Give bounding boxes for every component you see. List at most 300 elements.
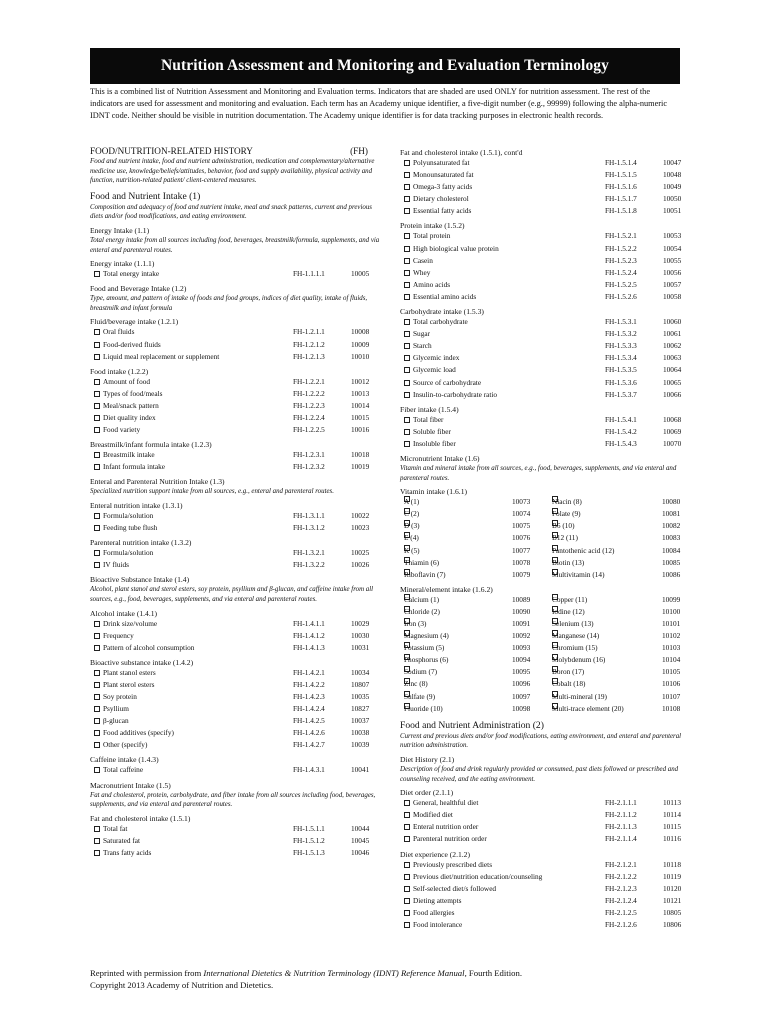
term-label: Dietary cholesterol [413, 194, 469, 204]
checkbox[interactable] [404, 294, 410, 300]
checkbox[interactable] [94, 329, 100, 335]
term-code: FH-1.5.3.3 [605, 341, 637, 351]
subsection-heading: Diet experience (2.1.2) [400, 849, 470, 859]
term-label: Essential amino acids [413, 291, 477, 301]
term-name [404, 230, 450, 242]
term-label: Food intolerance [413, 919, 463, 929]
subsection-heading: Alcohol intake (1.4.1) [90, 608, 158, 618]
term-name [94, 835, 140, 847]
term-code: FH-2.1.2.3 [605, 883, 637, 893]
term-uid: 10061 [663, 329, 682, 339]
term-name [94, 618, 157, 630]
term-uid: 10074 [512, 509, 531, 519]
checkbox[interactable] [94, 271, 100, 277]
term-uid: 10031 [351, 642, 370, 652]
term-code: FH-1.5.3.2 [605, 329, 637, 339]
term-code: FH-2.1.2.5 [605, 907, 637, 917]
term-uid: 10115 [663, 822, 681, 832]
checkbox[interactable] [94, 342, 100, 348]
checkbox[interactable] [404, 824, 410, 830]
term-name [404, 883, 496, 895]
term-name [94, 847, 151, 859]
term-uid: 10081 [662, 509, 681, 519]
term-code: FH-1.2.1.2 [293, 339, 325, 349]
term-code: FH-1.4.3.1 [293, 765, 325, 775]
term-code: FH-1.3.1.2 [293, 523, 325, 533]
term-pair-row [400, 666, 690, 678]
term-name [94, 547, 153, 559]
checkbox[interactable] [404, 208, 410, 214]
term-uid: 10053 [663, 231, 682, 241]
term-uid: 10060 [663, 317, 682, 327]
term-name [404, 243, 499, 255]
term-row [90, 715, 380, 727]
checkbox[interactable] [404, 380, 410, 386]
term-row [90, 630, 380, 642]
term-uid: 10806 [663, 919, 682, 929]
term-uid: 10038 [351, 728, 370, 738]
term-name [404, 364, 456, 376]
term-label: Polyunsaturated fat [413, 158, 470, 167]
term-uid: 10120 [663, 883, 682, 893]
checkbox[interactable] [94, 379, 100, 385]
term-label: Chromium (15) [552, 643, 598, 653]
term-label: Breastmilk intake [103, 450, 155, 460]
term-label: Glycemic load [413, 365, 456, 375]
term-code: FH-1.2.2.3 [293, 400, 325, 410]
term-uid: 10121 [663, 895, 682, 905]
term-uid: 10083 [662, 533, 681, 543]
checkbox[interactable] [404, 922, 410, 928]
term-name [94, 703, 129, 715]
term-label: Calcium (1) [404, 594, 440, 604]
term-pair-row [400, 654, 690, 666]
checkbox[interactable] [404, 355, 410, 361]
checkbox[interactable] [94, 694, 100, 700]
term-label: Total carbohydrate [413, 317, 468, 327]
checkbox[interactable] [404, 800, 410, 806]
term-label: Oral fluids [103, 327, 135, 337]
term-row [400, 871, 690, 883]
checkbox[interactable] [404, 874, 410, 880]
term-name [94, 449, 155, 461]
checkbox[interactable] [94, 682, 100, 688]
checkbox[interactable] [94, 452, 100, 458]
term-uid: 10012 [351, 376, 370, 386]
term-uid: 10102 [662, 631, 681, 641]
term-code: FH-1.5.3.4 [605, 353, 637, 363]
checkbox[interactable] [404, 270, 410, 276]
checkbox[interactable] [404, 367, 410, 373]
term-uid: 10044 [351, 823, 370, 833]
term-uid: 10039 [351, 740, 370, 750]
checkbox[interactable] [94, 621, 100, 627]
checkbox[interactable] [94, 767, 100, 773]
term-uid: 10096 [512, 679, 531, 689]
term-code: FH-1.2.2.5 [293, 425, 325, 435]
checkbox[interactable] [94, 706, 100, 712]
checkbox[interactable] [404, 343, 410, 349]
term-label: K (5) [404, 545, 420, 555]
term-code: FH-1.5.4.1 [605, 414, 637, 424]
term-row [400, 907, 690, 919]
subsection-heading: Bioactive substance intake (1.4.2) [90, 657, 194, 667]
checkbox[interactable] [404, 331, 410, 337]
checkbox[interactable] [404, 184, 410, 190]
term-name [404, 316, 468, 328]
checkbox[interactable] [94, 633, 100, 639]
term-code: FH-1.5.2.5 [605, 279, 637, 289]
term-row [90, 326, 380, 338]
term-label: Plant stanol esters [103, 667, 156, 677]
term-name [94, 630, 134, 642]
term-name [404, 352, 459, 364]
term-code: FH-1.5.3.1 [605, 317, 637, 327]
term-code: FH-2.1.1.3 [605, 822, 637, 832]
section-description: Type, amount, and pattern of intake of foods and food groups, indices of diet quality, intake of fluids, breastmilk and infant formula [90, 295, 368, 312]
term-uid: 10051 [663, 206, 682, 216]
term-uid: 10805 [663, 907, 682, 917]
checkbox[interactable] [94, 742, 100, 748]
term-uid: 10085 [662, 557, 681, 567]
subsection-heading: Breastmilk/infant formula intake (1.2.3) [90, 440, 212, 450]
term-label: Sulfate (9) [404, 691, 436, 701]
term-pair-row [400, 557, 690, 569]
checkbox[interactable] [94, 645, 100, 651]
checkbox[interactable] [404, 233, 410, 239]
term-code: FH-1.4.2.1 [293, 667, 325, 677]
checkbox[interactable] [94, 850, 100, 856]
term-label: Total protein [413, 231, 451, 241]
term-code: FH-1.4.1.3 [293, 642, 325, 652]
subsection-heading: Micronutrient Intake (1.6) [400, 453, 480, 463]
term-row [90, 835, 380, 847]
term-code: FH-1.5.1.3 [293, 847, 325, 857]
term-uid: 10049 [663, 182, 682, 192]
term-label: Niacin (8) [552, 497, 582, 507]
term-row [90, 679, 380, 691]
term-uid: 10090 [512, 606, 531, 616]
term-uid: 10075 [512, 521, 531, 531]
term-uid: 10089 [512, 594, 531, 604]
term-name [94, 268, 159, 280]
term-code: FH-1.3.2.1 [293, 548, 325, 558]
term-row [90, 642, 380, 654]
term-uid: 10103 [662, 643, 681, 653]
right-column [400, 144, 690, 931]
term-label: Potassium (5) [404, 643, 445, 653]
term-label: Soluble fiber [413, 426, 451, 436]
term-label: Food allergies [413, 907, 455, 917]
term-label: Total energy intake [103, 269, 160, 279]
footer-citation [90, 967, 690, 979]
term-uid: 10050 [663, 194, 682, 204]
checkbox[interactable] [94, 354, 100, 360]
term-row [90, 727, 380, 739]
term-row [90, 400, 380, 412]
checkbox[interactable] [94, 718, 100, 724]
term-code: FH-2.1.1.2 [605, 810, 637, 820]
term-row [400, 389, 690, 401]
term-uid: 10055 [663, 255, 682, 265]
term-label: Pattern of alcohol consumption [103, 642, 195, 652]
checkbox[interactable] [404, 429, 410, 435]
term-row [400, 426, 690, 438]
term-uid: 10091 [512, 619, 531, 628]
term-name [94, 388, 162, 400]
term-pair-row [400, 594, 690, 606]
term-label: β-glucan [103, 716, 129, 726]
checkbox[interactable] [404, 246, 410, 252]
term-label: IV fluids [103, 560, 130, 570]
term-name [404, 907, 454, 919]
term-label: Cobalt (18) [552, 679, 586, 689]
term-label: Amount of food [103, 376, 151, 386]
checkbox[interactable] [404, 441, 410, 447]
term-label: Essential fatty acids [413, 206, 472, 216]
subsection-heading: Mineral/element intake (1.6.2) [400, 584, 493, 594]
term-pair-row [400, 618, 690, 630]
left-column [90, 144, 380, 859]
term-name [94, 424, 140, 436]
checkbox[interactable] [404, 282, 410, 288]
term-uid: 10048 [663, 170, 682, 180]
term-code: FH-1.2.1.1 [293, 327, 325, 337]
term-name [404, 291, 476, 303]
checkbox[interactable] [94, 403, 100, 409]
term-label: Iodine (12) [552, 606, 585, 616]
term-label: Total fiber [413, 414, 444, 424]
term-name [404, 797, 478, 809]
term-uid: 10080 [662, 497, 681, 507]
term-uid: 10010 [351, 351, 370, 361]
term-pair-row [400, 520, 690, 532]
checkbox[interactable] [94, 427, 100, 433]
term-name [404, 895, 461, 907]
term-pair-row [400, 532, 690, 544]
checkbox[interactable] [404, 417, 410, 423]
term-code: FH-2.1.2.1 [605, 859, 637, 869]
subsection-heading: Food intake (1.2.2) [90, 366, 149, 376]
term-uid: 10046 [351, 847, 370, 857]
term-uid: 10098 [512, 703, 531, 713]
history-header [90, 146, 380, 156]
checkbox[interactable] [94, 525, 100, 531]
checkbox[interactable] [404, 196, 410, 202]
term-label: Iron (3) [404, 619, 427, 628]
term-label: Multi-mineral (19) [552, 691, 607, 701]
term-label: Insoluble fiber [413, 438, 456, 448]
checkbox[interactable] [404, 392, 410, 398]
term-name [94, 351, 219, 363]
term-uid: 10034 [351, 667, 370, 677]
term-code: FH-1.3.2.2 [293, 560, 325, 570]
checkbox[interactable] [94, 730, 100, 736]
term-label: E (4) [404, 533, 419, 543]
term-uid: 10065 [663, 377, 682, 387]
checkbox[interactable] [94, 826, 100, 832]
term-uid: 10073 [512, 497, 531, 507]
term-row [90, 510, 380, 522]
term-row [400, 169, 690, 181]
history-description: Food and nutrient intake, food and nutrient administration, medication and complementary/alternative medicine use, knowledge/beliefs/attitudes, behavior, food and supply availability, physical activity and function, nutrition-related patient/ client-centered measures. [90, 158, 375, 185]
term-row [90, 449, 380, 461]
term-uid: 10068 [663, 414, 682, 424]
term-code: FH-1.5.2.1 [605, 231, 637, 241]
term-name [94, 715, 129, 727]
checkbox[interactable] [94, 513, 100, 519]
term-row [90, 667, 380, 679]
term-uid: 10030 [351, 630, 370, 640]
term-pair-row [400, 496, 690, 508]
term-uid: 10116 [663, 834, 681, 844]
footer-source: International Dietetics & Nutrition Terminology (IDNT) Reference Manual [203, 968, 465, 978]
term-uid: 10008 [351, 327, 370, 337]
term-name [404, 255, 433, 267]
term-label: Amino acids [413, 279, 451, 289]
term-label: Feeding tube flush [103, 523, 158, 533]
term-label: Self-selected diet/s followed [413, 883, 497, 893]
term-code: FH-1.4.1.2 [293, 630, 325, 640]
checkbox[interactable] [94, 550, 100, 556]
subsection-heading: Vitamin intake (1.6.1) [400, 487, 468, 497]
term-code: FH-1.5.2.2 [605, 243, 637, 253]
term-row [400, 181, 690, 193]
section-description: Specialized nutrition support intake from all sources, e.g., enteral and parenteral routes. [90, 488, 334, 496]
term-row [400, 230, 690, 242]
term-uid: 10063 [663, 353, 682, 363]
term-uid: 10014 [351, 400, 370, 410]
term-row [90, 522, 380, 534]
checkbox[interactable] [404, 172, 410, 178]
checkbox[interactable] [404, 258, 410, 264]
term-label: A (1) [404, 497, 420, 507]
subsection-heading: Fat and cholesterol intake (1.5.1), cont'd [400, 148, 523, 157]
term-name [94, 764, 143, 776]
term-uid: 10097 [512, 691, 531, 701]
checkbox[interactable] [404, 812, 410, 818]
term-uid: 10119 [663, 871, 681, 881]
term-uid: 10101 [662, 619, 681, 628]
checkbox[interactable] [94, 670, 100, 676]
term-label: B6 (10) [552, 521, 575, 531]
term-pair-row [400, 703, 690, 715]
checkbox[interactable] [404, 862, 410, 868]
term-uid: 10019 [351, 462, 370, 472]
term-label: General, healthful diet [413, 798, 479, 808]
term-name [404, 169, 474, 181]
term-code: FH-1.4.2.3 [293, 692, 325, 701]
term-uid: 10037 [351, 716, 370, 726]
term-label: Food variety [103, 425, 141, 435]
term-uid: 10054 [663, 243, 682, 253]
section-heading: Food and Nutrient Intake (1) [90, 190, 201, 202]
term-pair-row [400, 678, 690, 690]
term-row [90, 823, 380, 835]
term-uid: 10078 [512, 557, 531, 567]
subsection-heading: Energy intake (1.1.1) [90, 259, 155, 269]
term-uid: 10100 [662, 606, 681, 616]
term-name [404, 157, 470, 169]
term-name [94, 823, 127, 835]
term-row [90, 388, 380, 400]
term-uid: 10047 [663, 158, 682, 167]
checkbox[interactable] [404, 898, 410, 904]
checkbox[interactable] [94, 415, 100, 421]
term-code: FH-1.2.1.3 [293, 351, 325, 361]
term-uid: 10057 [663, 279, 682, 289]
footer-prefix: Reprinted with permission from [90, 968, 204, 978]
term-label: Folate (9) [552, 509, 581, 519]
term-uid: 10077 [512, 545, 531, 555]
term-uid: 10015 [351, 413, 370, 422]
section-description: Description of food and drink regularly provided or consumed, past diets followed or prescribed and counseling received, and the eating environment. [400, 765, 679, 783]
term-row [90, 559, 380, 571]
term-code: FH-2.1.2.6 [605, 919, 637, 929]
term-row [400, 316, 690, 328]
term-row [400, 364, 690, 376]
checkbox[interactable] [94, 562, 100, 568]
term-label: Multi-trace element (20) [552, 703, 624, 713]
term-uid: 10029 [351, 618, 370, 628]
term-code: FH-1.5.2.4 [605, 267, 637, 277]
term-name [404, 377, 481, 389]
checkbox[interactable] [94, 391, 100, 397]
term-uid: 10118 [663, 859, 681, 869]
term-label: Plant sterol esters [103, 679, 155, 689]
section-description: Total energy intake from all sources including food, beverages, breastmilk/formula, supplements, and via enteral and parenteral routes. [90, 236, 380, 254]
term-uid: 10807 [351, 679, 370, 689]
term-label: Pantothenic acid (12) [552, 545, 615, 555]
intro-paragraph: This is a combined list of Nutrition Assessment and Monitoring and Evaluation terms. Indicators that are shaded are used ONLY for nutrition assessment. The rest of the indicators are used for assessment and monitoring and evaluation. Each term has an Academy unique identifier, a five-digit number (e.g., 99999) following the alpha-numeric IDNT code. Neither should be visible in nutrition documentation. The Academy unique identifier is for data tracking purposes in electronic health records. [90, 87, 668, 120]
term-uid: 10082 [662, 521, 681, 531]
term-code: FH-2.1.1.4 [605, 834, 637, 844]
term-label: Psyllium [103, 704, 129, 714]
term-label: Selenium (13) [552, 619, 594, 628]
term-uid: 10084 [662, 545, 681, 555]
checkbox[interactable] [404, 886, 410, 892]
checkbox[interactable] [94, 464, 100, 470]
term-uid: 10095 [512, 667, 531, 677]
term-row [90, 268, 380, 280]
term-row [400, 859, 690, 871]
term-uid: 10092 [512, 631, 531, 641]
term-uid: 10026 [351, 560, 370, 570]
term-name [94, 522, 157, 534]
term-row [400, 255, 690, 267]
term-row [90, 764, 380, 776]
term-uid: 10022 [351, 510, 370, 520]
term-code: FH-1.5.1.5 [605, 170, 637, 180]
subsection-heading: Fiber intake (1.5.4) [400, 404, 459, 414]
subsection-heading: Bioactive Substance Intake (1.4) [90, 575, 190, 585]
term-label: Source of carbohydrate [413, 377, 482, 387]
subsection-heading: Macronutrient Intake (1.5) [90, 780, 171, 790]
checkbox[interactable] [404, 836, 410, 842]
term-uid: 10016 [351, 425, 370, 435]
term-row [400, 919, 690, 931]
term-label: Biotin (13) [552, 557, 585, 567]
term-name [94, 667, 156, 679]
term-label: Trans fatty acids [103, 847, 152, 857]
term-label: Infant formula intake [103, 462, 165, 472]
checkbox[interactable] [404, 910, 410, 916]
term-label: Molybdenum (16) [552, 655, 606, 665]
checkbox[interactable] [404, 319, 410, 325]
checkbox[interactable] [94, 838, 100, 844]
checkbox[interactable] [404, 160, 410, 166]
term-name [94, 400, 159, 412]
